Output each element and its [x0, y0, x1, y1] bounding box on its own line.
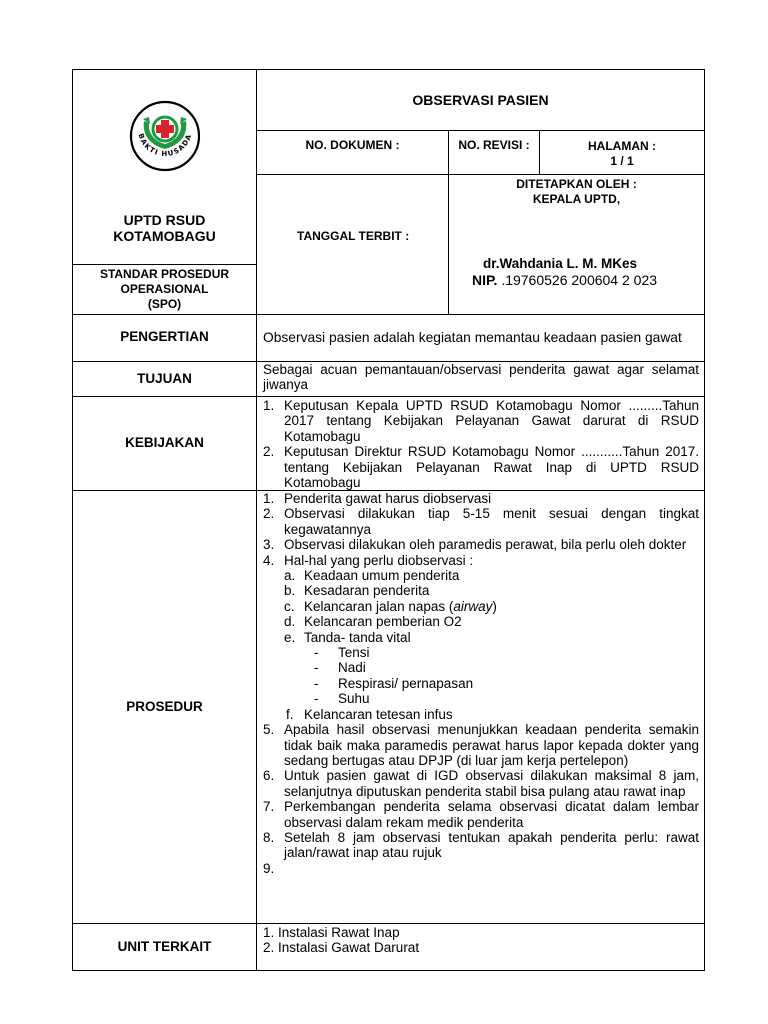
halaman [540, 139, 704, 169]
no-dokumen-label: NO. DOKUMEN : [305, 138, 400, 152]
item-number: 2. [263, 444, 275, 460]
sub-list-item [258, 630, 699, 645]
item-number: a. [284, 568, 296, 584]
pengertian-label: PENGERTIAN [120, 329, 209, 344]
tanggal-terbit-label: TANGGAL TERBIT : [297, 229, 410, 243]
spo-label [73, 267, 256, 312]
item-number: 8. [263, 829, 275, 845]
item-text: Respirasi/ pernapasan [338, 675, 474, 691]
sub-list-item [258, 583, 699, 598]
item-number: 4. [263, 552, 275, 568]
item-bullet: - [314, 645, 319, 661]
border-top [72, 69, 705, 70]
item-text: Keputusan Direktur RSUD Kotamobagu Nomor ...........Tahun 2017. tentang Kebijakan Pelayanan Rawat Inap di UPTD RSUD Kotamobagu [284, 444, 699, 491]
item-number: b. [284, 583, 296, 599]
institution-line: KOTAMOBAGU [113, 228, 216, 244]
item-text: Kelancaran jalan napas ( [304, 598, 454, 614]
item-number: 9. [263, 860, 275, 876]
list-item [258, 830, 699, 861]
item-text: Nadi [338, 660, 366, 676]
prosedur-list [258, 491, 699, 876]
row-line [256, 130, 705, 131]
item-text: Tanda- tanda vital [304, 629, 411, 645]
item-text: Keputusan Kepala UPTD RSUD Kotamobagu Nomor .........Tahun 2017 tentang Kebijakan Pelayanan Gawat darurat di RSUD Kotamobagu [284, 398, 699, 444]
sub-list-item [258, 599, 699, 614]
item-number: d. [284, 614, 296, 630]
list-item [258, 398, 699, 444]
border-right [704, 69, 705, 971]
column-divider [256, 69, 257, 971]
item-text: Untuk pasien gawat di IGD observasi dilakukan maksimal 8 jam, selanjutnya diputuskan penderita stabil bisa pulang atau rawat inap [284, 768, 699, 799]
row-line [72, 314, 705, 315]
document-title: OBSERVASI PASIEN [412, 92, 549, 108]
pengertian-text: Observasi pasien adalah kegiatan memantau keadaan pasien gawat [263, 330, 682, 345]
row-line [72, 396, 705, 397]
halaman-label: HALAMAN : [588, 139, 656, 153]
nip [472, 272, 704, 288]
prosedur-label: PROSEDUR [126, 699, 203, 714]
item-number: e. [284, 629, 296, 645]
unit-terkait-list [263, 925, 699, 956]
sub-list-item [258, 568, 699, 583]
list-item [258, 768, 699, 799]
list-item [258, 861, 699, 876]
list-item [258, 506, 699, 537]
list-item [258, 491, 699, 506]
item-emphasis: airway [453, 598, 493, 614]
border-bottom [72, 970, 705, 971]
institution-name [73, 212, 256, 244]
item-text: Perkembangan penderita selama observasi dicatat dalam lembar observasi dalam rekam medik penderita [284, 799, 699, 830]
institution-line: UPTD RSUD [123, 212, 206, 228]
nip-label: NIP. [472, 272, 502, 288]
item-text: Hal-hal yang perlu diobservasi : [284, 552, 474, 568]
item-number: 1. [263, 491, 275, 506]
item-text: Setelah 8 jam observasi tentukan apakah penderita perlu: rawat jalan/rawat inap atau rujuk [284, 829, 699, 861]
vital-sign-item [258, 660, 699, 675]
tujuan-text: Sebagai acuan pemantauan/observasi penderita gawat agar selamat jiwanya [263, 362, 699, 393]
item-text: Suhu [338, 691, 370, 707]
item-text: Kelancaran tetesan infus [304, 706, 453, 722]
item-bullet: - [314, 660, 319, 676]
item-number: 6. [263, 768, 275, 784]
item-text: Penderita gawat harus diobservasi [284, 491, 492, 506]
item-number: c. [284, 598, 295, 614]
vital-sign-item [258, 676, 699, 691]
vital-sign-item [258, 645, 699, 660]
bakti-husada-logo [128, 99, 202, 175]
item-number: 3. [263, 537, 275, 553]
item-bullet: - [314, 691, 319, 707]
item-number: 7. [263, 799, 275, 815]
item-text: Tensi [338, 645, 370, 661]
sub-list-item [258, 707, 699, 722]
item-number: 5. [263, 722, 275, 738]
signatory-name: dr.Wahdania L. M. MKes [483, 256, 638, 271]
border-left [72, 69, 73, 971]
list-item [258, 444, 699, 490]
item-text: Kesadaran penderita [304, 583, 430, 599]
list-item [258, 799, 699, 830]
list-item [258, 722, 699, 768]
list-item [258, 537, 699, 552]
list-item [258, 553, 699, 568]
kebijakan-label: KEBIJAKAN [125, 435, 204, 450]
unit-terkait-label: UNIT TERKAIT [117, 939, 212, 954]
item-bullet: - [314, 675, 319, 691]
item-text: ) [492, 598, 497, 614]
ditetapkan-line: KEPALA UPTD, [532, 192, 621, 206]
nip-value: .19760526 200604 2 023 [501, 272, 658, 288]
spo-line: (SPO) [147, 297, 182, 311]
list-item: 2. Instalasi Gawat Darurat [263, 940, 420, 956]
kebijakan-list [258, 398, 699, 490]
item-text: Kelancaran pemberian O2 [304, 614, 462, 630]
spo-line: STANDAR PROSEDUR [99, 267, 230, 281]
halaman-value: 1 / 1 [610, 154, 634, 168]
tujuan-label: TUJUAN [137, 371, 192, 386]
vital-sign-item [258, 691, 699, 706]
item-text: Apabila hasil observasi menunjukkan keadaan penderita semakin tidak baik maka paramedis perawat harus lapor kepada dokter yang sedang bertugas atau DPJP (di luar jam kerja pertelepon) [284, 722, 699, 768]
list-item: 1. Instalasi Rawat Inap [263, 925, 400, 940]
no-revisi-label: NO. REVISI : [458, 138, 530, 152]
spo-line: OPERASIONAL [120, 282, 209, 296]
logo-text: BAKTI HUSADA [136, 132, 194, 159]
row-line [72, 264, 257, 265]
ditetapkan-oleh [449, 177, 704, 207]
item-number: 2. [263, 506, 275, 522]
item-number: f. [286, 706, 294, 722]
item-text: Observasi dilakukan oleh paramedis perawat, bila perlu oleh dokter [284, 537, 687, 553]
sub-list-item [258, 614, 699, 629]
ditetapkan-line: DITETAPKAN OLEH : [516, 177, 637, 191]
header-divider [448, 130, 449, 314]
row-line [72, 923, 705, 924]
item-number: 1. [263, 398, 275, 413]
item-text: Observasi dilakukan tiap 5-15 menit sesuai dengan tingkat kegawatannya [284, 506, 699, 537]
item-text: Keadaan umum penderita [304, 568, 460, 584]
row-line [256, 174, 705, 175]
